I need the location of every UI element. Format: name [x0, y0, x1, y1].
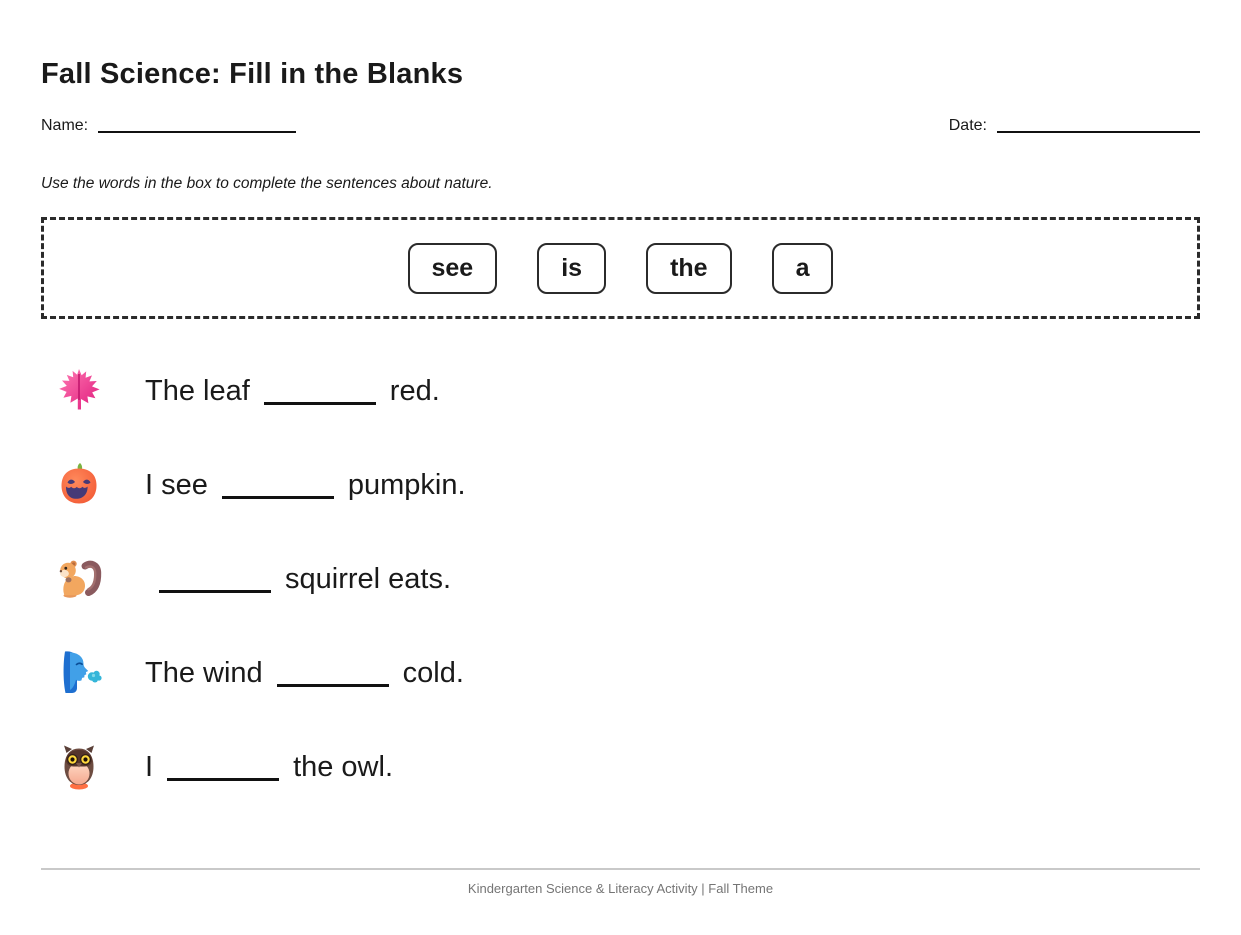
- date-label: Date:: [948, 117, 987, 135]
- sentence-text: [145, 562, 452, 595]
- name-date-row: [41, 117, 1200, 135]
- sentence-text: [145, 468, 466, 501]
- name-blank-line: [98, 131, 296, 133]
- jack-o-lantern-icon: [55, 461, 103, 509]
- answer-blank: [264, 402, 376, 405]
- sentence-text: [145, 750, 394, 783]
- instructions-text: Use the words in the box to complete the sentences about nature.: [41, 175, 493, 193]
- sentence-row: [41, 743, 1200, 791]
- date-blank-line: [997, 131, 1200, 133]
- sentence-before: I: [145, 750, 154, 783]
- date-field: [949, 117, 1200, 135]
- sentence-text: [145, 374, 440, 407]
- answer-blank: [277, 684, 389, 687]
- word-bank-chip: the: [646, 243, 732, 295]
- wind-face-icon: [55, 649, 103, 697]
- answer-blank: [159, 590, 271, 593]
- sentence-text: [145, 656, 464, 689]
- answer-blank: [222, 496, 334, 499]
- name-label: Name:: [41, 117, 89, 135]
- footer-text: Kindergarten Science & Literacy Activity | Fall Theme: [467, 881, 774, 896]
- sentence-after: squirrel eats.: [285, 562, 452, 595]
- word-bank-box: [41, 217, 1200, 319]
- sentence-before: The wind: [145, 656, 263, 689]
- sentence-row: [41, 649, 1200, 697]
- maple-leaf-icon: [55, 367, 103, 415]
- sentence-after: the owl.: [293, 750, 394, 783]
- sentence-before: I see: [145, 468, 208, 501]
- page-footer: [41, 868, 1200, 898]
- sentence-row: [41, 367, 1200, 415]
- sentence-after: pumpkin.: [347, 468, 466, 501]
- sentence-row: [41, 461, 1200, 509]
- page-title: Fall Science: Fill in the Blanks: [41, 58, 464, 90]
- squirrel-icon: [55, 555, 103, 603]
- sentence-after: red.: [389, 374, 440, 407]
- owl-icon: [55, 743, 103, 791]
- word-bank-chip: a: [772, 243, 834, 295]
- sentence-before: The leaf: [145, 374, 250, 407]
- answer-blank: [167, 778, 279, 781]
- sentence-after: cold.: [402, 656, 464, 689]
- name-field: [41, 117, 296, 135]
- sentence-row: [41, 555, 1200, 603]
- sentence-list: [41, 367, 1200, 791]
- word-bank-chip: see: [408, 243, 498, 295]
- word-bank-chip: is: [537, 243, 606, 295]
